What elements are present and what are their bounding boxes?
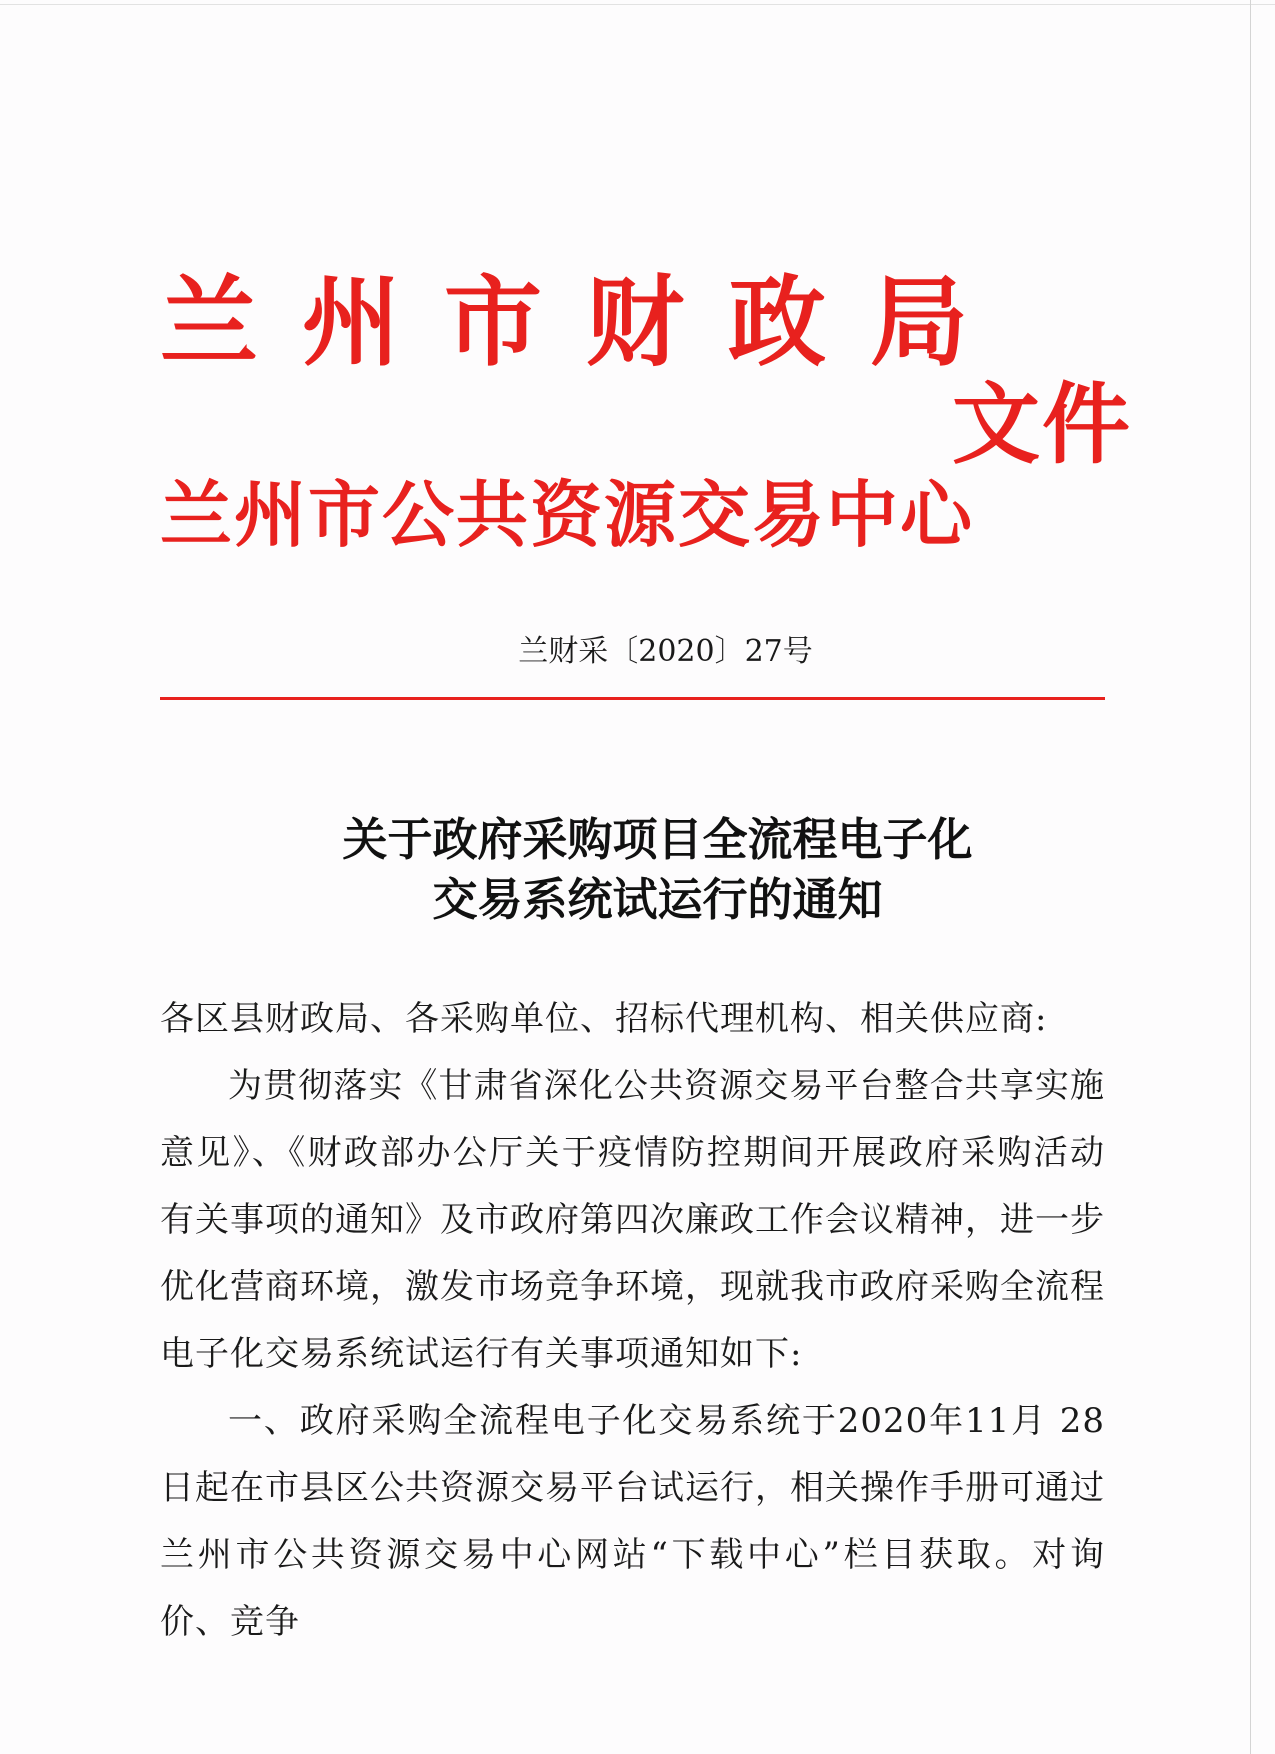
red-divider-rule bbox=[160, 697, 1105, 700]
issuer-trading-center: 兰州市公共资源交易中心 bbox=[160, 473, 975, 557]
notice-title-line-2: 交易系统试运行的通知 bbox=[432, 873, 883, 926]
body-paragraph-1: 为贯彻落实《甘肃省深化公共资源交易平台整合共享实施意见》、《财政部办公厅关于疫情防控期间开展政府采购活动有关事项的通知》及市政府第四次廉政工作会议精神，进一步优化营商环境，激发市场竞争环境，现就我市政府采购全流程电子化交易系统试运行有关事项通知如下: bbox=[160, 1066, 1105, 1374]
file-label: 文件 bbox=[952, 373, 1133, 476]
salutation: 各区县财政局、各采购单位、招标代理机构、相关供应商: bbox=[160, 999, 1048, 1039]
notice-title-line-1: 关于政府采购项目全流程电子化 bbox=[342, 813, 973, 866]
body-paragraph-2: 一、政府采购全流程电子化交易系统于2020年11月 28日起在市县区公共资源交易平台试运行，相关操作手册可通过兰州市公共资源交易中心网站“下载中心”栏目获取。对询价、竞争 bbox=[160, 1401, 1105, 1642]
scan-edge-top bbox=[0, 4, 1275, 5]
issuer-finance-bureau: 兰州市财政局 bbox=[160, 266, 1013, 380]
document-number: 兰财采〔2020〕27号 bbox=[518, 634, 813, 669]
